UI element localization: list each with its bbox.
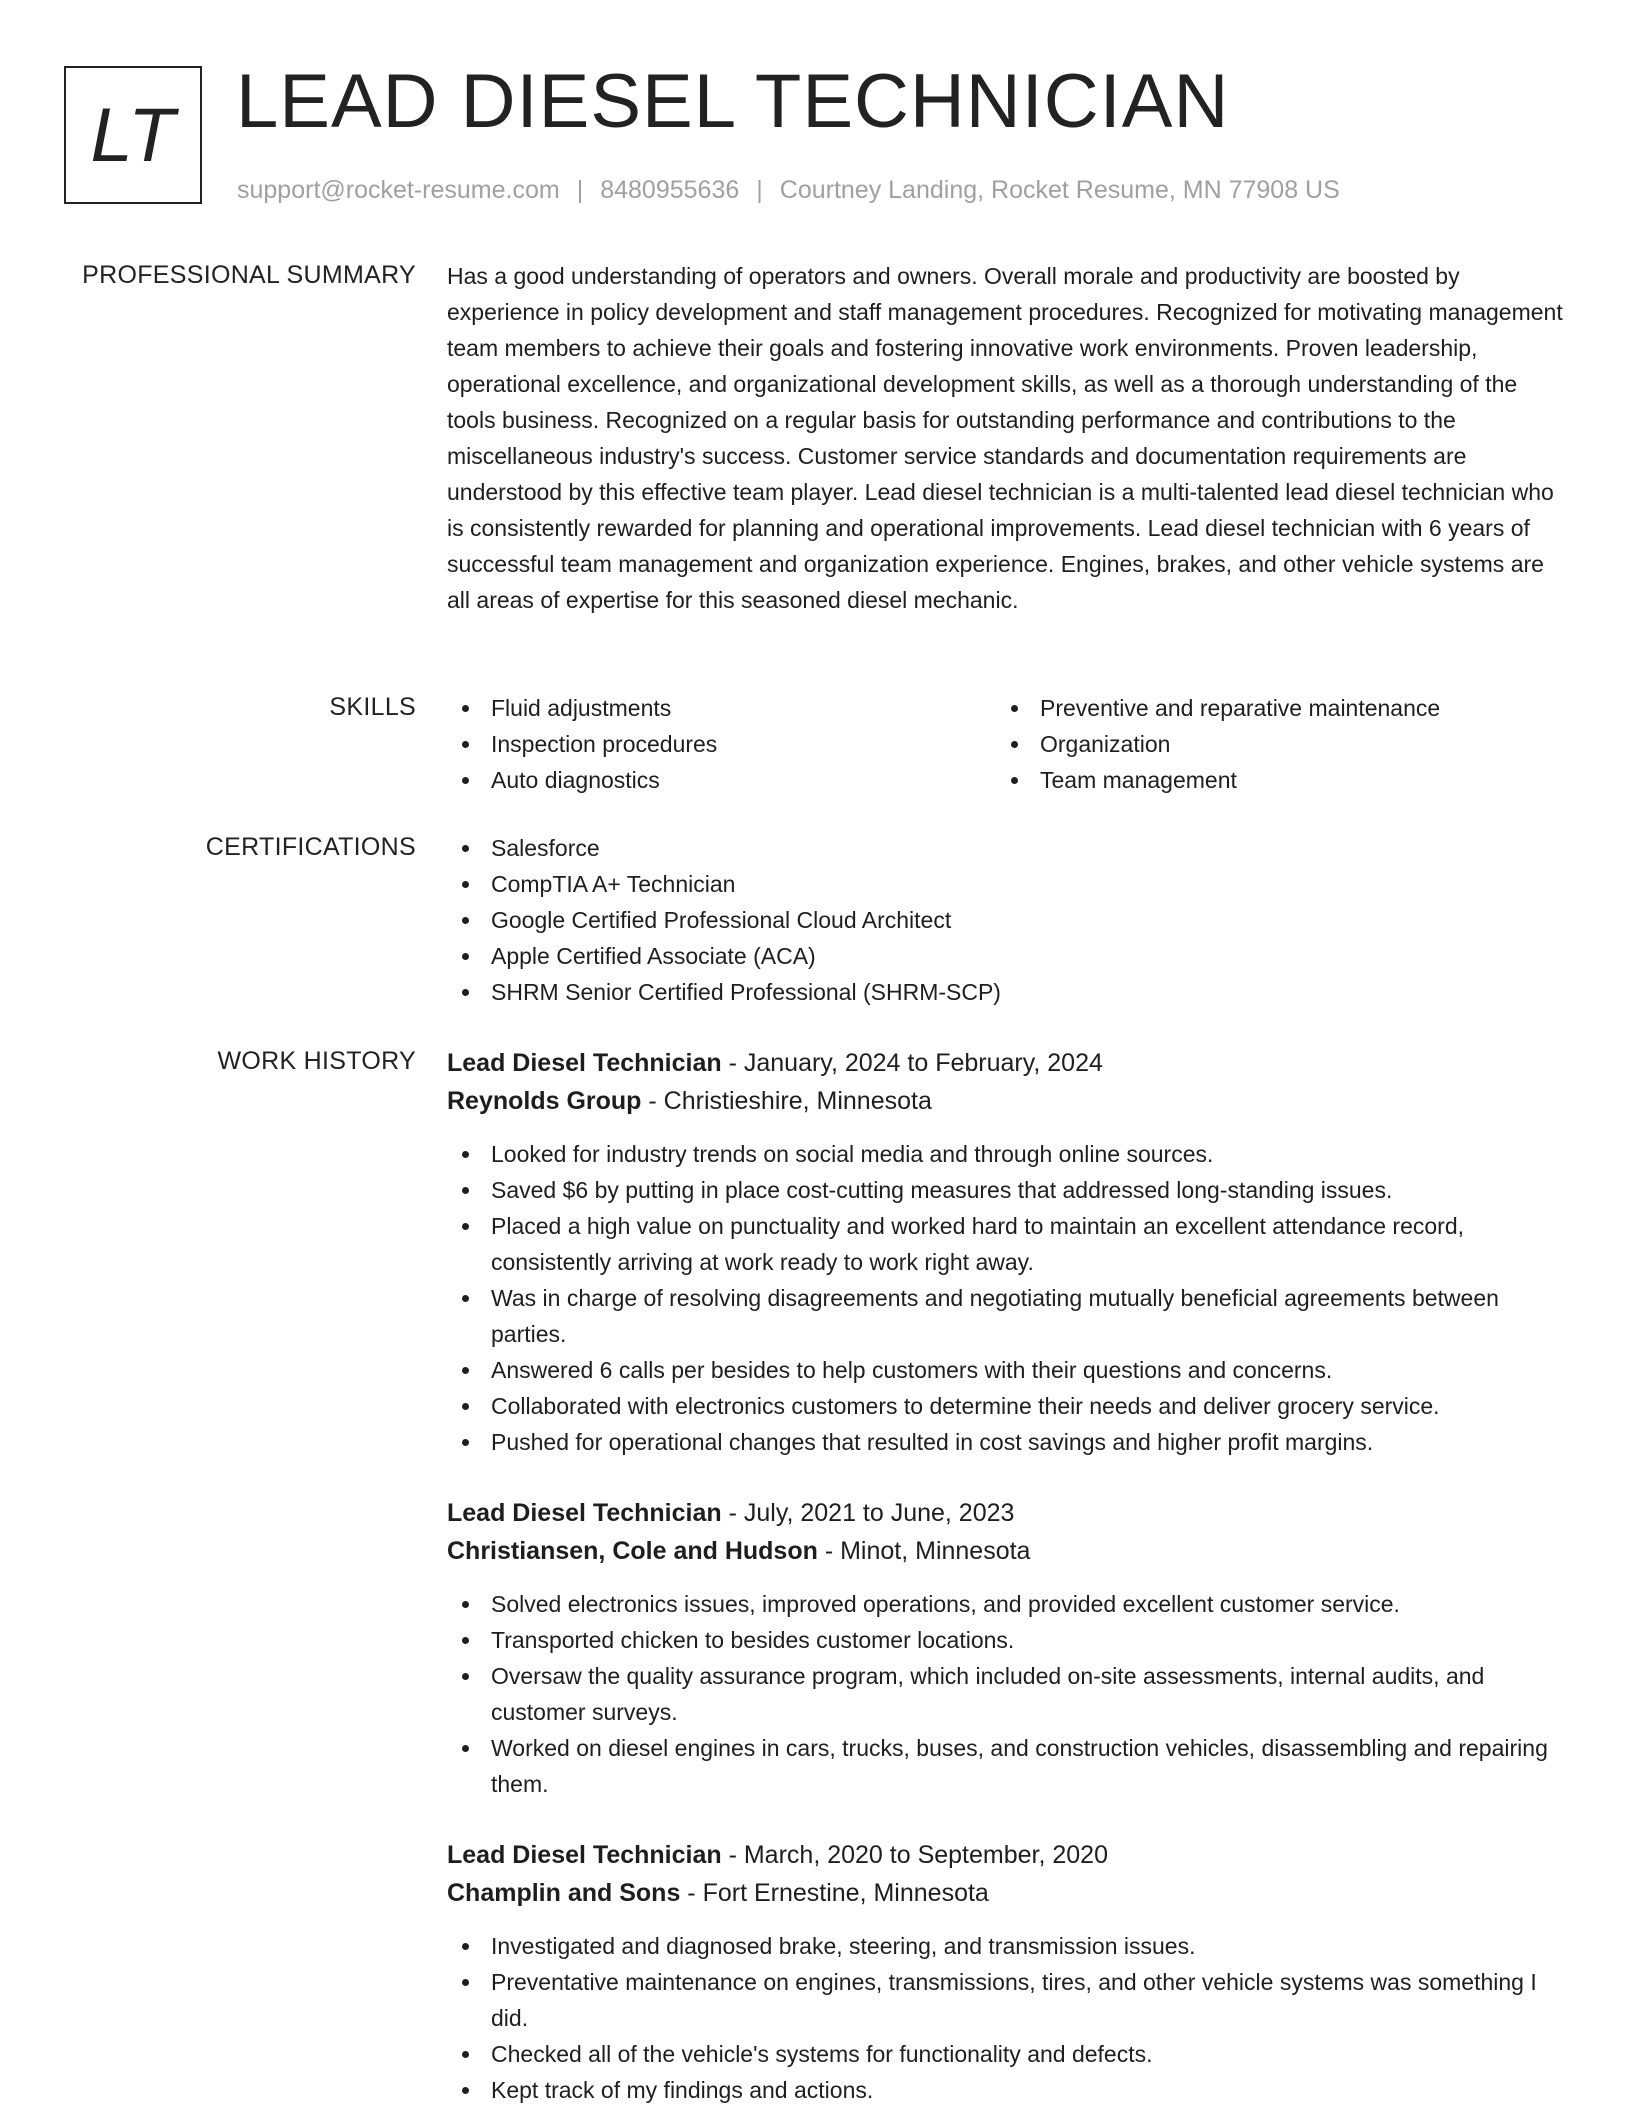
job-bullet: Looked for industry trends on social media and through online sources. — [447, 1136, 1567, 1172]
skill-item: Fluid adjustments — [447, 690, 996, 726]
job-bullet: Pushed for operational changes that resulted in cost savings and higher profit margins. — [447, 1424, 1567, 1460]
section-title-skills: SKILLS — [329, 693, 416, 721]
candidate-name: LEAD DIESEL TECHNICIAN — [236, 59, 1230, 144]
job-company-line — [447, 1082, 1567, 1120]
certification-item: Apple Certified Associate (ACA) — [447, 938, 1567, 974]
job-dates: - March, 2020 to September, 2020 — [721, 1841, 1108, 1869]
job-company: Champlin and Sons — [447, 1879, 681, 1907]
skills-list-right — [996, 690, 1545, 798]
job-title-line — [447, 1044, 1567, 1082]
skills-column-right — [996, 690, 1545, 798]
contact-line — [237, 173, 1340, 207]
section-title-summary: PROFESSIONAL SUMMARY — [82, 261, 416, 289]
job-bullet: Worked on diesel engines in cars, trucks, buses, and construction vehicles, disassembling and repairing them. — [447, 1730, 1567, 1802]
job-bullet: Preventative maintenance on engines, transmissions, tires, and other vehicle systems was something I did. — [447, 1964, 1567, 2036]
job-dates: - July, 2021 to June, 2023 — [721, 1499, 1015, 1527]
job-title-line — [447, 1836, 1567, 1874]
skills-body — [447, 690, 1567, 798]
job-bullet: Answered 6 calls per besides to help customers with their questions and concerns. — [447, 1352, 1567, 1388]
job-bullet: Collaborated with electronics customers to determine their needs and deliver grocery service. — [447, 1388, 1567, 1424]
section-title-certifications: CERTIFICATIONS — [205, 833, 416, 861]
skill-item: Organization — [996, 726, 1545, 762]
skill-item: Auto diagnostics — [447, 762, 996, 798]
certification-item: Google Certified Professional Cloud Architect — [447, 902, 1567, 938]
skill-item: Team management — [996, 762, 1545, 798]
job-bullet: Kept track of my findings and actions. — [447, 2072, 1567, 2108]
job-bullet: Placed a high value on punctuality and worked hard to maintain an excellent attendance record, consistently arriving at work ready to work right away. — [447, 1208, 1567, 1280]
job-bullets — [447, 1586, 1567, 1802]
job-company: Reynolds Group — [447, 1087, 642, 1115]
skill-item: Preventive and reparative maintenance — [996, 690, 1545, 726]
job-dates: - January, 2024 to February, 2024 — [721, 1049, 1103, 1077]
skills-list-left — [447, 690, 996, 798]
job-bullet: Saved $6 by putting in place cost-cutting measures that addressed long-standing issues. — [447, 1172, 1567, 1208]
job-title-line — [447, 1494, 1567, 1532]
job-bullets — [447, 1136, 1567, 1460]
job-bullets — [447, 1928, 1567, 2108]
job-bullet: Transported chicken to besides customer locations. — [447, 1622, 1567, 1658]
job-role: Lead Diesel Technician — [447, 1841, 722, 1869]
job-entry — [447, 1044, 1567, 1460]
job-entry — [447, 1836, 1567, 2108]
contact-separator: | — [756, 176, 763, 204]
job-company-line — [447, 1874, 1567, 1912]
job-role: Lead Diesel Technician — [447, 1499, 722, 1527]
contact-email: support@rocket-resume.com — [237, 176, 560, 204]
certification-item: Salesforce — [447, 830, 1567, 866]
job-bullet: Checked all of the vehicle's systems for functionality and defects. — [447, 2036, 1567, 2072]
summary-text: Has a good understanding of operators and owners. Overall morale and productivity are boosted by experience in policy development and staff management procedures. Recognized for motivating management team members to achieve their goals and fostering innovative work environments. Proven leadership, operational excellence, and organizational development skills, as well as a thorough understanding of the tools business. Recognized on a regular basis for outstanding performance and contributions to the miscellaneous industry's success. Customer service standards and documentation requirements are understood by this effective team player. Lead diesel technician is a multi-talented lead diesel technician who is consistently rewarded for planning and operational improvements. Lead diesel technician with 6 years of successful team management and organization experience. Engines, brakes, and other vehicle systems are all areas of expertise for this seasoned diesel mechanic. — [447, 263, 1563, 613]
job-bullet: Investigated and diagnosed brake, steering, and transmission issues. — [447, 1928, 1567, 1964]
monogram-logo — [64, 66, 202, 204]
job-entry — [447, 1494, 1567, 1802]
monogram-initials: LT — [90, 92, 176, 178]
work-history-body — [447, 1044, 1567, 2108]
skills-grid — [447, 690, 1567, 798]
contact-address: Courtney Landing, Rocket Resume, MN 77908 US — [779, 176, 1340, 204]
contact-separator: | — [576, 176, 584, 204]
contact-phone: 8480955636 — [600, 176, 740, 204]
certification-item: CompTIA A+ Technician — [447, 866, 1567, 902]
job-company: Christiansen, Cole and Hudson — [447, 1537, 818, 1565]
summary-body — [447, 258, 1567, 618]
certification-item: SHRM Senior Certified Professional (SHRM-SCP) — [447, 974, 1567, 1010]
job-bullet: Was in charge of resolving disagreements and negotiating mutually beneficial agreements between parties. — [447, 1280, 1567, 1352]
certifications-list — [447, 830, 1567, 1010]
job-role: Lead Diesel Technician — [447, 1049, 722, 1077]
job-company-line — [447, 1532, 1567, 1570]
skills-column-left — [447, 690, 996, 798]
certifications-body — [447, 830, 1567, 1010]
job-location: - Christieshire, Minnesota — [641, 1087, 932, 1115]
section-title-work-history: WORK HISTORY — [217, 1047, 416, 1075]
skill-item: Inspection procedures — [447, 726, 996, 762]
job-bullet: Solved electronics issues, improved operations, and provided excellent customer service. — [447, 1586, 1567, 1622]
job-bullet: Oversaw the quality assurance program, which included on-site assessments, internal audits, and customer surveys. — [447, 1658, 1567, 1730]
job-location: - Minot, Minnesota — [817, 1537, 1031, 1565]
job-location: - Fort Ernestine, Minnesota — [680, 1879, 989, 1907]
